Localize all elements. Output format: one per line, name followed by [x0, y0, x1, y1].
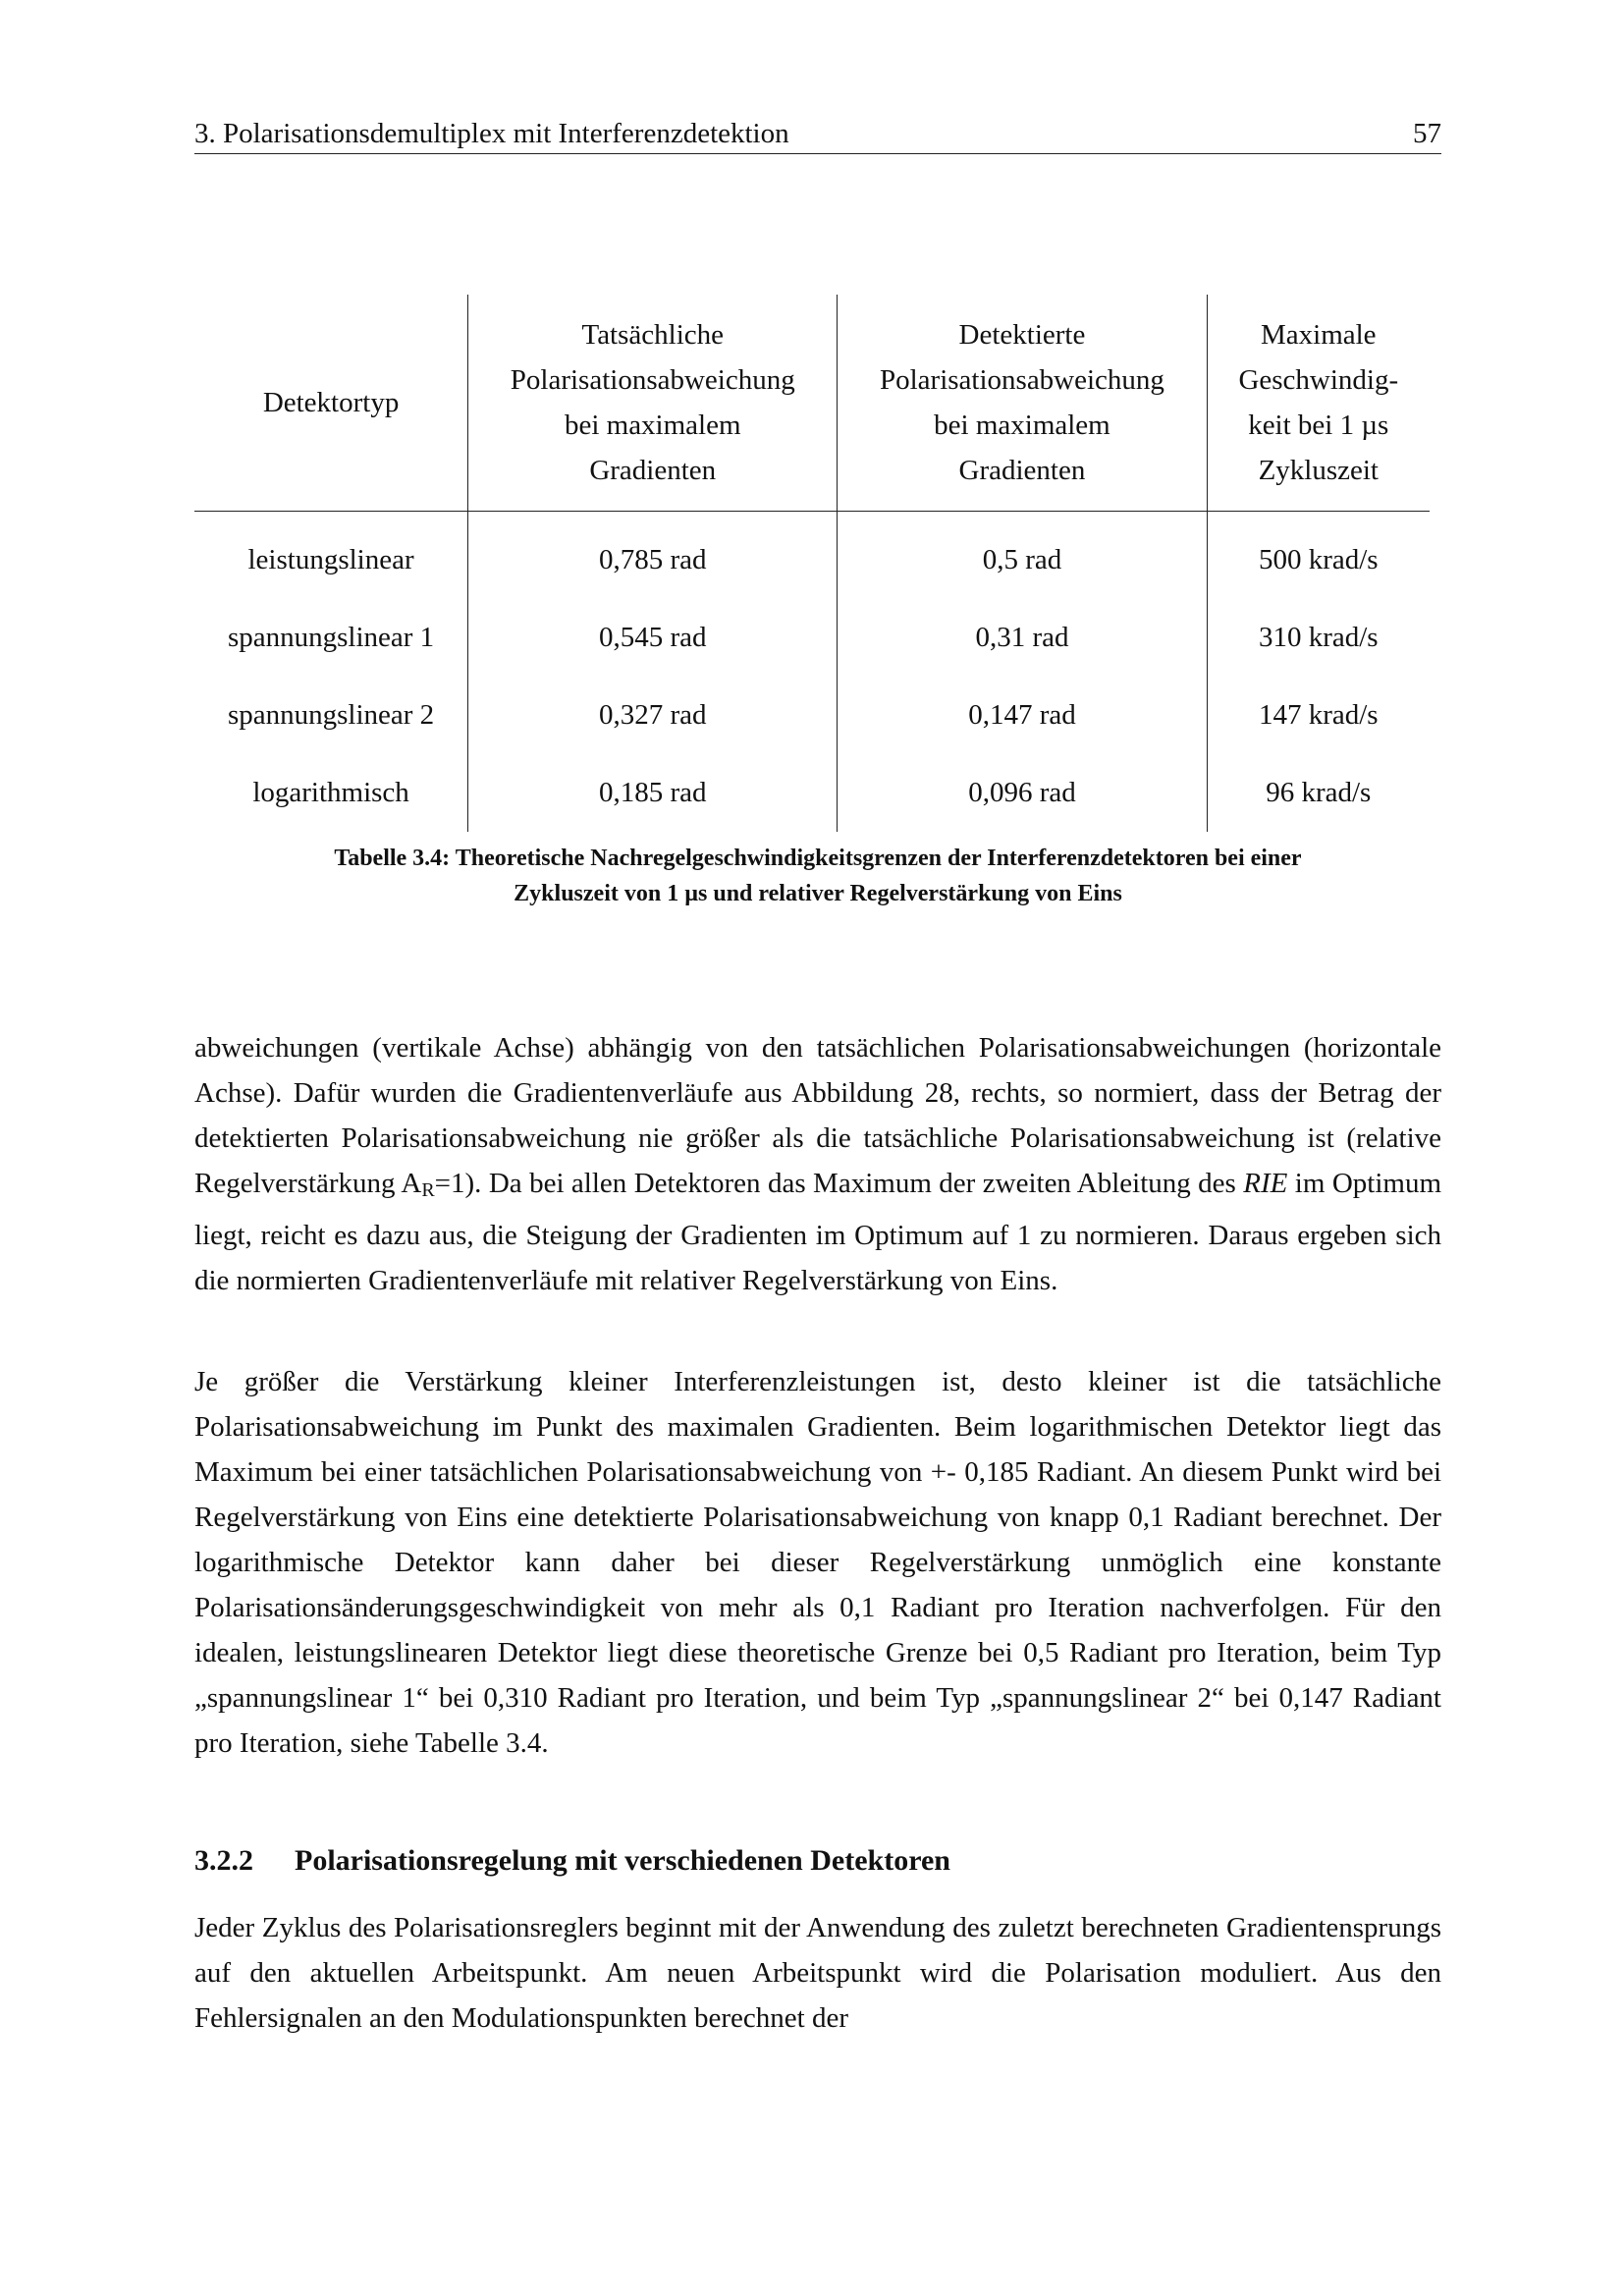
cell-max-speed: 96 krad/s [1207, 754, 1430, 832]
cell-detector-type: spannungslinear 2 [227, 699, 435, 731]
column-header-detected-deviation: Detektierte Polarisationsabweichung bei maximalem Gradienten [838, 295, 1207, 512]
cell-max-speed: 147 krad/s [1207, 677, 1430, 754]
section-number: 3.2.2 [194, 1844, 253, 1877]
paragraph-gain-limits: Je größer die Verstärkung kleiner Interferenzleistungen ist, desto kleiner ist die tatsächliche Polarisationsabweichung im Punkt des maximalen Gradienten. Beim logarithmischen Detektor liegt das Maximum bei einer tatsächlichen Polarisationsabweichung von +- 0,185 Radiant. An diesem Punkt wird bei Regelverstärkung von Eins eine detektierte Polarisationsabweichung von knapp 0,1 Radiant berechnet. Der logarithmische Detektor kann daher bei dieser Regelverstärkung unmöglich eine konstante Polarisationsänderungsgeschwindigkeit von mehr als 0,1 Radiant pro Iteration nachverfolgen. Für den idealen, leistungslinearen Detektor liegt diese theoretische Grenze bei 0,5 Radiant pro Iteration, beim Typ „spannungslinear 1“ bei 0,310 Radiant pro Iteration, und beim Typ „spannungslinear 2“ bei 0,147 Radiant pro Iteration, siehe Tabelle 3.4. [194, 1366, 1441, 1759]
cell-detected-deviation: 0,096 rad [838, 754, 1207, 832]
column-header-actual-deviation: Tatsächliche Polarisationsabweichung bei maximalem Gradienten [468, 295, 838, 512]
column-header-max-speed: Maximale Geschwindig- keit bei 1 µs Zykluszeit [1207, 295, 1430, 512]
table-row [194, 754, 1430, 832]
rie-term: RIE [1243, 1168, 1288, 1199]
cell-detected-deviation: 0,5 rad [838, 512, 1207, 600]
cell-detector-type: leistungslinear [247, 544, 414, 575]
table-header-row [194, 295, 1430, 512]
subscript-r: R [421, 1179, 435, 1201]
detector-speed-table [194, 295, 1430, 832]
cell-detector-type: spannungslinear 1 [227, 622, 435, 653]
cell-max-speed: 310 krad/s [1207, 599, 1430, 677]
chapter-title: 3. Polarisationsdemultiplex mit Interferenzdetektion [194, 118, 789, 149]
cell-actual-deviation: 0,185 rad [468, 754, 838, 832]
table-row [194, 599, 1430, 677]
paragraph-normalization: abweichungen (vertikale Achse) abhängig von den tatsächlichen Polarisationsabweichungen (horizontale Achse). Dafür wurden die Gradientenverläufe aus Abbildung 28, rechts, so normiert, dass der Betrag der detektierten Polarisationsabweichung nie größer als die tatsächliche Polarisationsabweichung ist (relative Regelverstärkung $A_R=1$). Da bei allen Detektoren das Maximum der zweiten Ableitung des RIE im Optimum liegt, reicht es dazu aus, die Steigung der Gradienten im Optimum auf 1 zu normieren. Daraus ergeben sich die normierten Gradientenverläufe mit relativer Regelverstärkung von Eins. [194, 1032, 1441, 1296]
table-row [194, 512, 1430, 600]
section-title: Polarisationsregelung mit verschiedenen Detektoren [295, 1844, 950, 1877]
table-row [194, 677, 1430, 754]
paragraph-control-cycle: Jeder Zyklus des Polarisationsreglers beginnt mit der Anwendung des zuletzt berechneten Gradientensprungs auf den aktuellen Arbeitspunkt. Am neuen Arbeitspunkt wird die Polarisation moduliert. Aus den Fehlersignalen an den Modulationspunkten berechnet der [194, 1912, 1441, 2034]
cell-actual-deviation: 0,785 rad [468, 512, 838, 600]
running-header [194, 114, 1441, 154]
column-header-detector-type: Detektortyp [194, 295, 468, 512]
cell-detector-type: logarithmisch [252, 777, 409, 808]
cell-actual-deviation: 0,327 rad [468, 677, 838, 754]
cell-detected-deviation: 0,31 rad [838, 599, 1207, 677]
page-number: 57 [1413, 118, 1441, 149]
cell-actual-deviation: 0,545 rad [468, 599, 838, 677]
cell-detected-deviation: 0,147 rad [838, 677, 1207, 754]
section-heading [194, 1838, 1441, 1884]
cell-max-speed: 500 krad/s [1207, 512, 1430, 600]
table-caption: Tabelle 3.4: Theoretische Nachregelgeschwindigkeitsgrenzen der Interferenzdetektoren bei einer Zykluszeit von 1 µs und relativer Regelverstärkung von Eins [334, 846, 1302, 906]
